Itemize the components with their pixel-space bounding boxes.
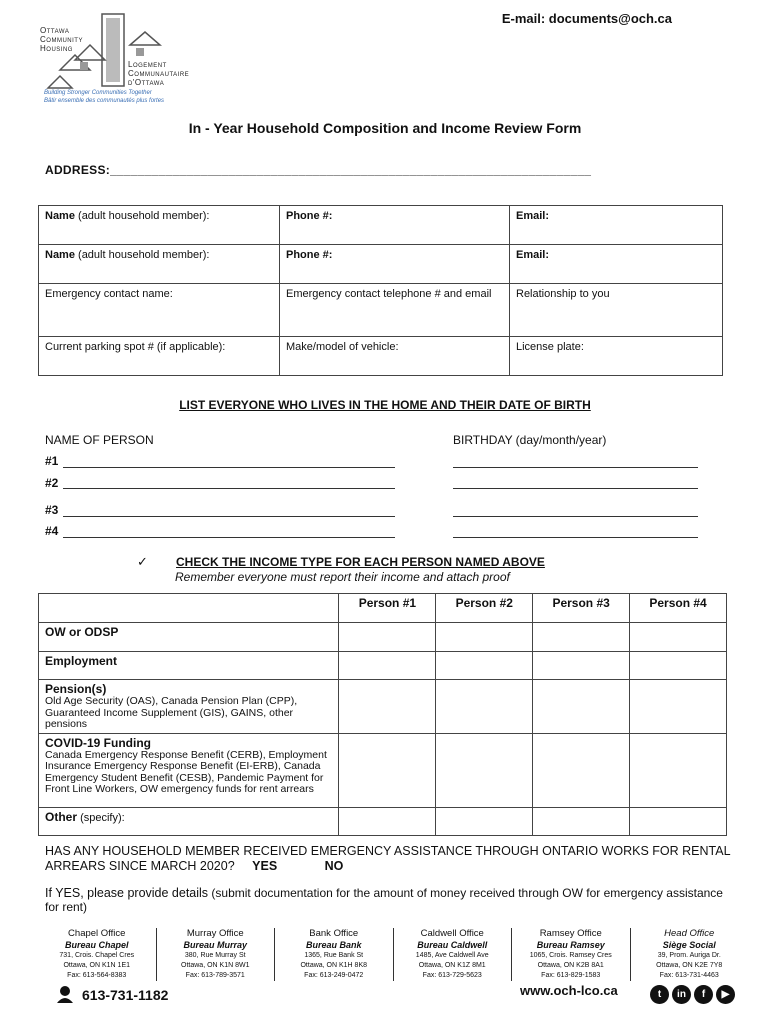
office-ramsey	[512, 928, 631, 981]
logo-line: Logement	[128, 60, 167, 69]
table-row	[39, 594, 727, 623]
person-name-line[interactable]	[63, 467, 395, 468]
income-checkbox-cell[interactable]	[533, 680, 630, 734]
email-field-1[interactable]: Email:	[510, 206, 723, 245]
income-checkbox-cell[interactable]	[630, 652, 727, 680]
income-category	[39, 652, 339, 680]
income-header-blank	[39, 594, 339, 623]
office-bureau: Bureau Ramsey	[536, 940, 605, 950]
category-title: COVID-19 Funding	[45, 735, 151, 750]
office-city: Ottawa, ON K2E 7Y8	[656, 962, 723, 969]
office-address: 380, Rue Murray St	[184, 952, 246, 959]
household-list-heading: LIST EVERYONE WHO LIVES IN THE HOME AND THEIR DATE OF BIRTH	[179, 398, 591, 412]
emergency-contact-name-field[interactable]: Emergency contact name:	[39, 284, 280, 337]
income-checkbox-cell[interactable]	[630, 807, 727, 835]
person-number-label: #4	[45, 524, 59, 538]
logo-line: Communautaire	[128, 69, 190, 78]
phone-field-2[interactable]: Phone #:	[280, 245, 510, 284]
office-bureau: Bureau Chapel	[64, 940, 129, 950]
tagline-fr: Bâtir ensemble des communautés plus fortes	[44, 98, 165, 104]
office-name: Chapel Office	[68, 928, 126, 939]
phone-field-1[interactable]: Phone #:	[280, 206, 510, 245]
person-column-header: Person #3	[533, 594, 630, 623]
income-checkbox-cell[interactable]	[339, 652, 436, 680]
income-checkbox-cell[interactable]	[533, 733, 630, 807]
social-links	[650, 985, 735, 1004]
name-field-2[interactable]	[39, 245, 280, 284]
form-title: In - Year Household Composition and Income Review Form	[188, 120, 582, 136]
table-row	[39, 733, 727, 807]
office-head	[631, 928, 749, 981]
category-title: Other	[45, 809, 78, 824]
field-label: (adult household member):	[74, 249, 210, 261]
category-description: (specify):	[77, 811, 125, 824]
person-number-label: #2	[45, 476, 59, 490]
income-checkbox-cell[interactable]	[436, 807, 533, 835]
person-name-line[interactable]	[63, 488, 395, 489]
income-heading: CHECK THE INCOME TYPE FOR EACH PERSON NAMED ABOVE	[176, 555, 545, 569]
office-fax: Fax: 613-789-3571	[185, 972, 245, 979]
website-link[interactable]: www.och-lco.ca	[520, 983, 618, 998]
office-address: 731, Crois. Chapel Cres	[59, 952, 135, 959]
table-row	[39, 337, 723, 376]
income-checkbox-cell[interactable]	[339, 680, 436, 734]
income-checkbox-cell[interactable]	[533, 652, 630, 680]
income-checkbox-cell[interactable]	[533, 623, 630, 652]
twitter-icon[interactable]: t	[650, 985, 669, 1004]
office-fax: Fax: 613-829-1583	[541, 972, 601, 979]
vehicle-model-field[interactable]: Make/model of vehicle:	[280, 337, 510, 376]
income-checkbox-cell[interactable]	[339, 623, 436, 652]
logo-line: d'Ottawa	[128, 78, 165, 87]
contact-table	[38, 205, 723, 376]
category-title: Employment	[45, 654, 118, 668]
office-name: Bank Office	[309, 928, 359, 939]
person-name-line[interactable]	[63, 516, 395, 517]
income-checkbox-cell[interactable]	[436, 623, 533, 652]
phone-icon	[55, 985, 75, 1008]
no-option[interactable]: NO	[324, 859, 344, 873]
logo-text-fr	[128, 60, 189, 87]
table-row	[39, 245, 723, 284]
office-city: Ottawa, ON K2B 8A1	[537, 962, 604, 969]
category-description: Canada Emergency Response Benefit (CERB), Employment Insurance Emergency Response Benefit (EI-ERB), Canada Emergency Student Benefit (CESB), Pandemic Payment for Front Line Workers, OW emergency funds for rent arrears	[45, 748, 327, 795]
details-lead: If YES, please provide details	[45, 886, 209, 900]
office-bureau: Bureau Caldwell	[417, 940, 488, 950]
table-row	[39, 652, 727, 680]
income-checkbox-cell[interactable]	[339, 733, 436, 807]
youtube-icon[interactable]: ▶	[716, 985, 735, 1004]
table-row	[39, 680, 727, 734]
person-column-header: Person #2	[436, 594, 533, 623]
income-checkbox-cell[interactable]	[436, 733, 533, 807]
birthday-line[interactable]	[453, 516, 698, 517]
person-number-label: #3	[45, 503, 59, 517]
table-row	[39, 807, 727, 835]
office-address: 1365, Rue Bank St	[304, 952, 364, 959]
header-email: E-mail: documents@och.ca	[501, 11, 672, 26]
income-checkbox-cell[interactable]	[533, 807, 630, 835]
office-city: Ottawa, ON K1N 8W1	[181, 962, 250, 969]
office-city: Ottawa, ON K1N 1E1	[63, 962, 131, 969]
office-city: Ottawa, ON K1H 8K8	[300, 962, 368, 969]
office-fax: Fax: 613-729-5623	[422, 972, 482, 979]
email-field-2[interactable]: Email:	[510, 245, 723, 284]
phone-number[interactable]: 613-731-1182	[82, 987, 169, 1003]
income-category	[39, 680, 339, 734]
emergency-contact-phone-field[interactable]: Emergency contact telephone # and email	[280, 284, 510, 337]
income-checkbox-cell[interactable]	[436, 652, 533, 680]
yes-option[interactable]: YES	[252, 859, 278, 873]
office-address: 1485, Ave Caldwell Ave	[415, 952, 489, 959]
office-murray	[157, 928, 276, 981]
logo-text-en	[40, 26, 83, 53]
parking-spot-field[interactable]: Current parking spot # (if applicable):	[39, 337, 280, 376]
table-row	[39, 284, 723, 337]
office-caldwell	[394, 928, 513, 981]
person-column-header: Person #4	[630, 594, 727, 623]
office-name: Ramsey Office	[539, 928, 602, 939]
office-city: Ottawa, ON K1Z 8M1	[418, 962, 486, 969]
table-row	[39, 623, 727, 652]
question-text: HAS ANY HOUSEHOLD MEMBER RECEIVED EMERGENCY ASSISTANCE THROUGH ONTARIO WORKS FOR RENTAL ARREARS SINCE MARCH 2020?	[45, 844, 731, 873]
office-bureau: Bureau Bank	[305, 940, 362, 950]
office-fax: Fax: 613-731-4463	[659, 972, 719, 979]
birthday-column-label: BIRTHDAY (day/month/year)	[453, 433, 607, 447]
office-fax: Fax: 613-564-8383	[67, 972, 127, 979]
office-bureau: Siège Social	[662, 940, 716, 950]
birthday-line[interactable]	[453, 467, 698, 468]
name-field-1[interactable]	[39, 206, 280, 245]
field-label: Name	[45, 210, 75, 222]
check-mark-icon: ✓	[137, 554, 148, 569]
office-address: 1065, Crois. Ramsey Cres	[529, 952, 612, 959]
office-bureau: Bureau Murray	[183, 940, 248, 950]
license-plate-field[interactable]: License plate:	[510, 337, 723, 376]
office-address: 39, Prom. Auriga Dr.	[657, 952, 721, 959]
och-logo	[40, 10, 210, 92]
logo-line: Community	[40, 35, 83, 44]
birthday-line[interactable]	[453, 488, 698, 489]
office-chapel	[38, 928, 157, 981]
field-label: Name	[45, 249, 75, 261]
category-description: Old Age Security (OAS), Canada Pension Plan (CPP), Guaranteed Income Supplement (GIS), GAINS, other pensions	[45, 695, 298, 730]
income-table	[38, 593, 727, 836]
category-title: OW or ODSP	[45, 625, 119, 639]
office-name: Murray Office	[186, 928, 244, 939]
linkedin-icon[interactable]: in	[672, 985, 691, 1004]
emergency-assistance-question	[45, 844, 735, 874]
income-checkbox-cell[interactable]	[630, 680, 727, 734]
person-column-header: Person #1	[339, 594, 436, 623]
name-column-label: NAME OF PERSON	[45, 433, 154, 447]
office-fax: Fax: 613-249-0472	[304, 972, 364, 979]
income-checkbox-cell[interactable]	[339, 807, 436, 835]
logo-line: Housing	[40, 44, 73, 53]
income-subheading: Remember everyone must report their income and attach proof	[175, 570, 510, 584]
income-category	[39, 733, 339, 807]
details-rest: (submit documentation for the amount of money received through OW for emergency assistance for rent)	[45, 886, 723, 914]
office-bank	[275, 928, 394, 981]
facebook-icon[interactable]: f	[694, 985, 713, 1004]
person-name-line[interactable]	[63, 537, 395, 538]
income-checkbox-cell[interactable]	[630, 733, 727, 807]
person-number-label: #1	[45, 454, 59, 468]
address-field[interactable]: ADDRESS:_____________________________________________________________________	[45, 163, 592, 177]
logo-line: Ottawa	[40, 26, 70, 35]
relationship-field[interactable]: Relationship to you	[510, 284, 723, 337]
income-checkbox-cell[interactable]	[630, 623, 727, 652]
field-label: (adult household member):	[74, 210, 210, 222]
office-name: Head Office	[664, 928, 715, 939]
birthday-line[interactable]	[453, 537, 698, 538]
details-instruction	[45, 886, 735, 914]
income-category	[39, 807, 339, 835]
income-checkbox-cell[interactable]	[436, 680, 533, 734]
tagline-en: Building Stronger Communities Together	[44, 90, 152, 96]
category-title: Pension(s)	[45, 682, 107, 696]
income-category	[39, 623, 339, 652]
office-footer	[38, 928, 748, 981]
office-name: Caldwell Office	[420, 928, 484, 939]
table-row	[39, 206, 723, 245]
